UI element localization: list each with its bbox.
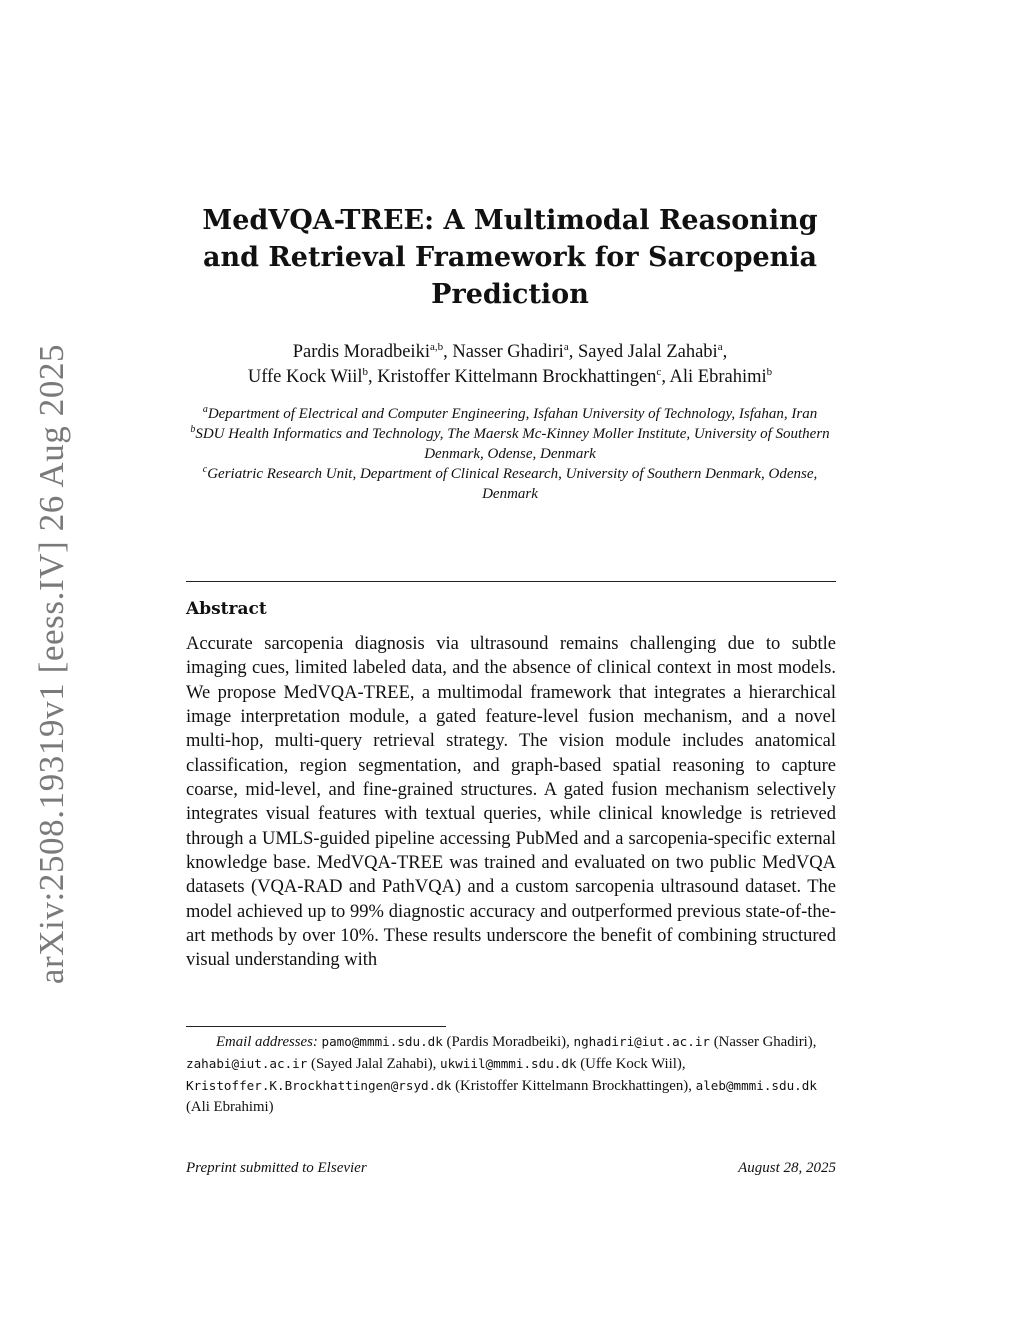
abstract-top-rule xyxy=(186,581,836,582)
affiliation-mark: c xyxy=(202,464,208,475)
footer-date: August 28, 2025 xyxy=(738,1160,836,1176)
footnote-rule xyxy=(186,1026,446,1027)
paper-title xyxy=(180,202,840,313)
email-link[interactable]: pamo@mmmi.sdu.dk xyxy=(321,1034,443,1049)
title-line-1: MedVQA-TREE: A Multimodal Reasoning xyxy=(202,205,818,236)
author xyxy=(293,342,453,362)
author-name: Uffe Kock Wiil xyxy=(247,367,363,387)
email-link[interactable]: aleb@mmmi.sdu.dk xyxy=(695,1078,817,1093)
email-owner: (Ali Ebrahimi) xyxy=(186,1099,274,1115)
email-link[interactable]: nghadiri@iut.ac.ir xyxy=(573,1034,710,1049)
arxiv-identifier: arXiv:2508.19319v1 [eess.IV] 26 Aug 2025 xyxy=(32,343,71,985)
affiliation xyxy=(188,424,832,464)
author-name: Pardis Moradbeiki xyxy=(292,342,430,362)
email-owner: (Kristoffer Kittelmann Brockhattingen), xyxy=(451,1078,696,1094)
affiliation-text: Department of Electrical and Computer Engineering, Isfahan University of Technology, Isfahan, Iran xyxy=(207,406,818,422)
affiliation-text: Geriatric Research Unit, Department of Clinical Research, University of Southern Denmark, Odense, Denmark xyxy=(207,466,818,502)
email-link[interactable]: ukwiil@mmmi.sdu.dk xyxy=(440,1056,577,1071)
author-name: Nasser Ghadiri xyxy=(452,342,564,362)
preprint-note: Preprint submitted to Elsevier xyxy=(186,1160,367,1176)
author-affiliation-mark: a,b xyxy=(429,341,444,353)
author xyxy=(670,367,773,387)
author-affiliation-mark: a xyxy=(717,341,723,353)
author-name: Sayed Jalal Zahabi xyxy=(577,342,718,362)
abstract-text: Accurate sarcopenia diagnosis via ultrasound remains challenging due to subtle imaging cues, limited labeled data, and the absence of clinical context in most models. We propose MedVQA-TREE, a multimodal framework that integrates a hierarchical image interpretation module, a gated feature-level fusion mechanism, and a novel multi-hop, multi-query retrieval strategy. The vision module includes anatomical classification, region segmentation, and graph-based spatial reasoning to capture coarse, mid-level, and fine-grained structures. A gated fusion mechanism selectively integrates visual features with textual queries, while clinical knowledge is retrieved through a UMLS-guided pipeline accessing PubMed and a sarcopenia-specific external knowledge base. MedVQA-TREE was trained and evaluated on two public MedVQA datasets (VQA-RAD and PathVQA) and a custom sarcopenia ultrasound dataset. The model achieved up to 99% diagnostic accuracy and outperformed previous state-of-the-art methods by over 10%. These results underscore the benefit of combining structured visual understanding with xyxy=(186,634,836,971)
author-name: Kristoffer Kittelmann Brockhattingen xyxy=(377,367,657,387)
affiliation xyxy=(188,464,832,504)
author-list xyxy=(180,340,840,390)
author xyxy=(452,342,578,362)
affiliation-mark: b xyxy=(190,424,196,435)
author xyxy=(377,367,669,387)
affiliation-mark: a xyxy=(202,404,208,415)
title-line-3: Prediction xyxy=(431,279,589,310)
author-affiliation-mark: b xyxy=(362,366,369,378)
abstract-heading: Abstract xyxy=(186,599,267,619)
email-link[interactable]: Kristoffer.K.Brockhattingen@rsyd.dk xyxy=(186,1078,452,1093)
author-separator: , xyxy=(368,367,378,387)
author-separator: , xyxy=(722,342,728,362)
author xyxy=(248,367,377,387)
title-line-2: and Retrieval Framework for Sarcopenia xyxy=(202,242,818,273)
author-separator: , xyxy=(568,342,578,362)
author-separator: , xyxy=(443,342,453,362)
author-name: Ali Ebrahimi xyxy=(669,367,767,387)
email-footnote xyxy=(186,1031,836,1118)
author-affiliation-mark: c xyxy=(656,366,662,378)
affiliation xyxy=(188,404,832,424)
footnote-lead: Email addresses: xyxy=(216,1034,318,1050)
author-separator: , xyxy=(661,367,670,387)
author-affiliation-mark: b xyxy=(766,366,773,378)
email-owner: (Pardis Moradbeiki), xyxy=(442,1034,574,1050)
author-affiliation-mark: a xyxy=(563,341,569,353)
email-owner: (Nasser Ghadiri), xyxy=(710,1034,817,1050)
author xyxy=(578,342,727,362)
email-owner: (Sayed Jalal Zahabi), xyxy=(307,1056,441,1072)
email-owner: (Uffe Kock Wiil), xyxy=(576,1056,686,1072)
affiliation-text: SDU Health Informatics and Technology, The Maersk Mc-Kinney Moller Institute, University of Southern Denmark, Odense, Denmark xyxy=(195,426,830,462)
email-link[interactable]: zahabi@iut.ac.ir xyxy=(186,1056,308,1071)
affiliation-list xyxy=(188,404,832,504)
